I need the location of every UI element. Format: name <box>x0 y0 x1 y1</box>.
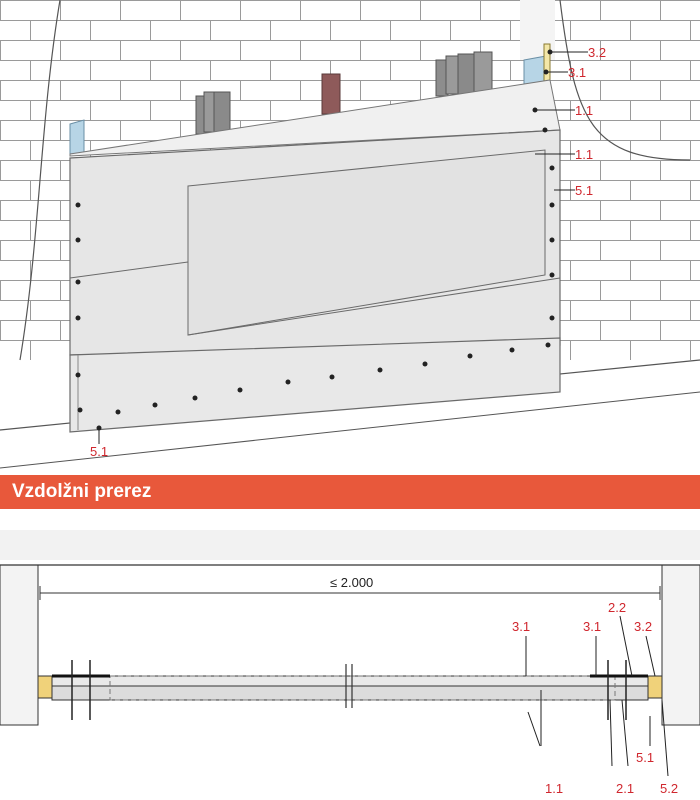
label-3-2: 3.2 <box>634 619 653 634</box>
section-banner <box>0 475 700 509</box>
insulation-left <box>38 676 52 698</box>
dimension-label: ≤ 2.000 <box>330 575 374 590</box>
top-band <box>0 530 700 560</box>
label-1-1-lower: 1.1 <box>575 147 594 162</box>
section-title: Vzdolžni prerez <box>12 481 152 502</box>
label-3-1-b: 3.1 <box>583 619 602 634</box>
section-boards <box>52 676 648 700</box>
label-2-1: 2.1 <box>616 781 635 796</box>
label-5-1-bottom: 5.1 <box>90 444 109 459</box>
label-2-2: 2.2 <box>608 600 627 615</box>
label-5-1-right: 5.1 <box>575 183 594 198</box>
label-3-1: 3.1 <box>568 65 587 80</box>
label-5-2: 5.2 <box>660 781 679 796</box>
label-3-1-a: 3.1 <box>512 619 531 634</box>
longitudinal-section-drawing <box>0 520 700 800</box>
label-1-1-upper: 1.1 <box>575 103 594 118</box>
label-3-2: 3.2 <box>588 45 607 60</box>
insulation-right <box>648 676 662 698</box>
label-1-1: 1.1 <box>545 781 564 796</box>
label-5-1: 5.1 <box>636 750 655 765</box>
